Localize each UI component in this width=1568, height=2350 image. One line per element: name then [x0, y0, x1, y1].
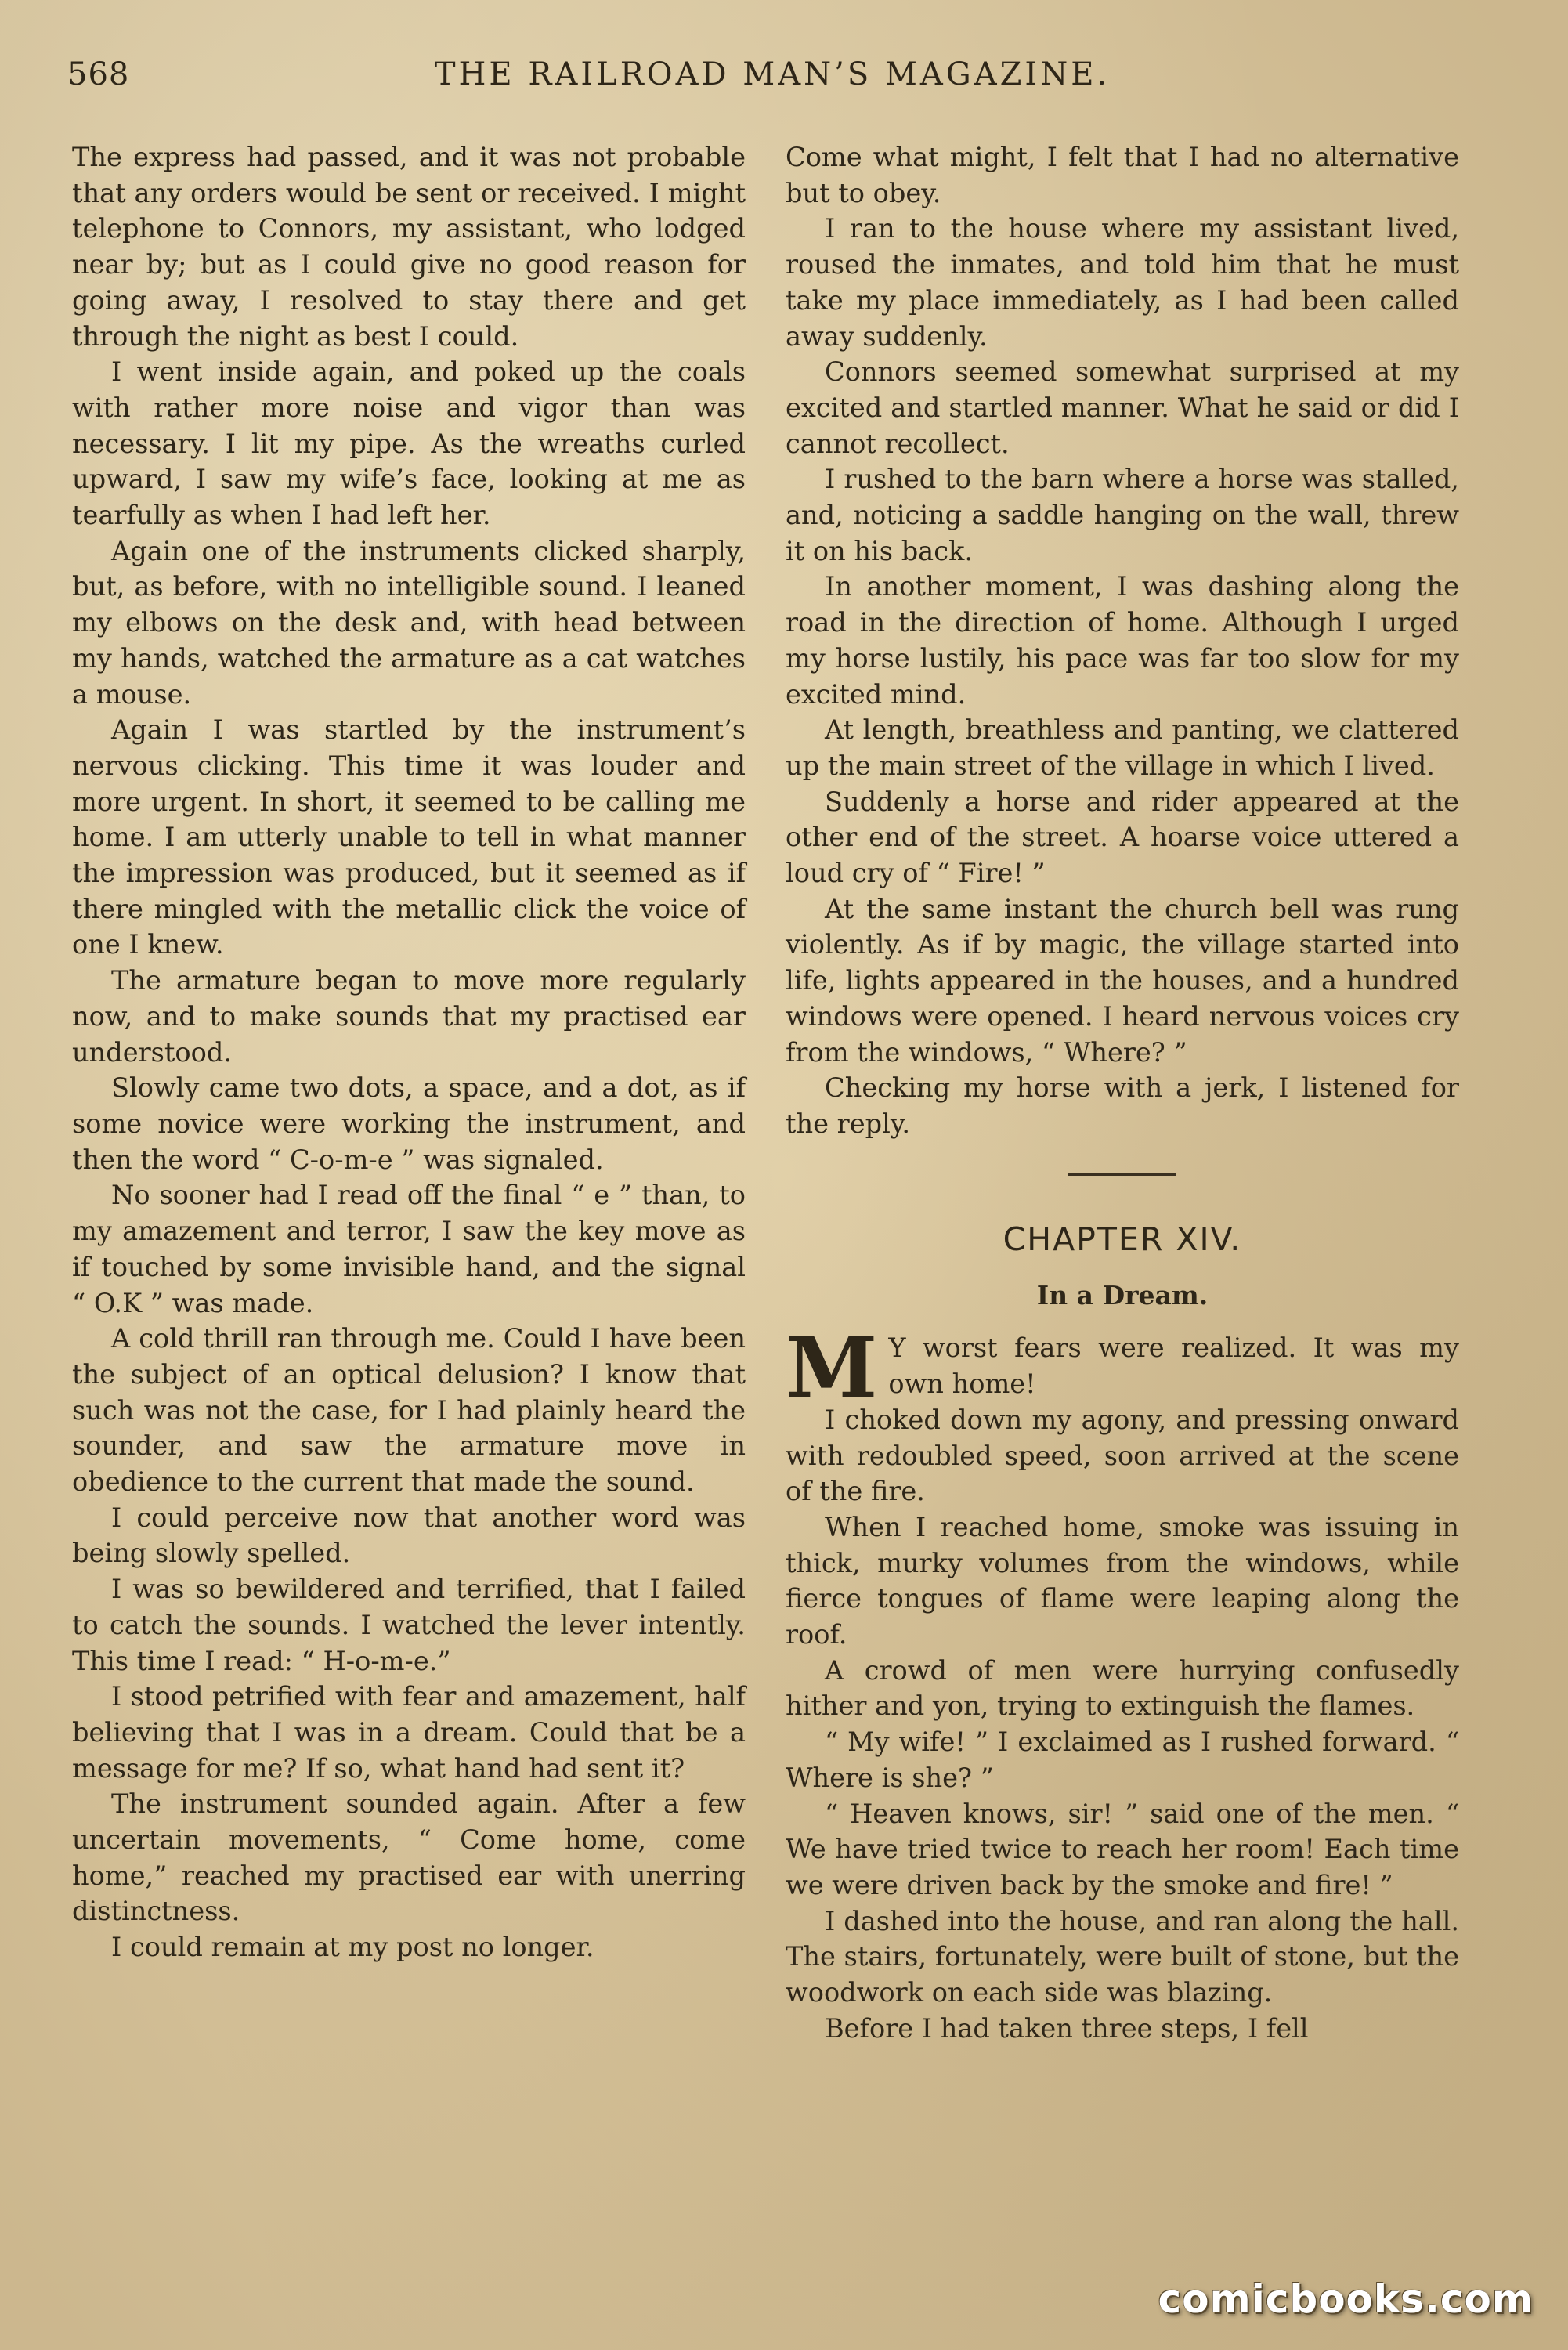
running-title: THE RAILROAD MAN’S MAGAZINE.	[434, 56, 1111, 92]
paragraph: Suddenly a horse and rider appeared at the other end of the street. A hoarse voice uttered a loud cry of “ Fire! ”	[786, 786, 1459, 889]
chapter-opening-paragraph	[786, 1318, 1459, 1417]
left-column	[72, 139, 746, 1965]
paragraph: At length, breathless and panting, we clattered up the main street of the village in which I lived.	[786, 714, 1459, 781]
paragraph: I was so bewildered and terrified, that I failed to catch the sounds. I watched the lever intently. This time I read: “ H-o-m-e.”	[72, 1574, 746, 1676]
section-divider	[1068, 1173, 1176, 1176]
paragraph: I went inside again, and poked up the coals with rather more noise and vigor than was necessary. I lit my pipe. As the wreaths curled upward, I saw my wife’s face, looking at me as tearfully as when I had left her.	[72, 356, 746, 531]
paragraph: At the same instant the church bell was rung violently. As if by magic, the village started into life, lights appeared in the houses, and a hundred windows were opened. I heard nervous voices cry from the windows, “ Where? ”	[786, 893, 1459, 1068]
paragraph: The express had passed, and it was not probable that any orders would be sent or received. I might telephone to Connors, my assistant, who lodged near by; but as I could give no good reason for going away, I resolved to stay there and get through the night as best I could.	[72, 142, 746, 352]
paragraph: No sooner had I read off the final “ e ” than, to my amazement and terror, I saw the key move as if touched by some invisible hand, and the signal “ O.K ” was made.	[72, 1180, 746, 1318]
watermark-logo: comicbooks.com	[1158, 2276, 1534, 2322]
paragraph: The instrument sounded again. After a few uncertain movements, “ Come home, come home,” reached my practised ear with unerring distinctness.	[72, 1788, 746, 1927]
page-header	[67, 45, 1477, 108]
page-number: 568	[67, 56, 130, 92]
paragraph: “ Heaven knows, sir! ” said one of the men. “ We have tried twice to reach her room! Each time we were driven back by the smoke and fire! ”	[786, 1798, 1459, 1900]
chapter-title: CHAPTER XIV.	[1003, 1220, 1242, 1258]
paragraph: In another moment, I was dashing along the road in the direction of home. Although I urged my horse lustily, his pace was far too slow for my excited mind.	[786, 571, 1459, 710]
opening-text: Y worst fears were realized. It was my own home!	[888, 1332, 1459, 1400]
paragraph: Come what might, I felt that I had no alternative but to obey.	[786, 142, 1459, 208]
drop-cap: M	[786, 1318, 878, 1417]
paragraph: Connors seemed somewhat surprised at my excited and startled manner. What he said or did I cannot recollect.	[786, 356, 1459, 459]
paragraph: I rushed to the barn where a horse was stalled, and, noticing a saddle hanging on the wall, threw it on his back.	[786, 464, 1459, 566]
paragraph: I ran to the house where my assistant lived, roused the inmates, and told him that he must take my place immediately, as I had been called away suddenly.	[786, 213, 1459, 352]
paragraph: The armature began to move more regularly now, and to make sounds that my practised ear understood.	[72, 965, 746, 1068]
paragraph: Again one of the instruments clicked sharply, but, as before, with no intelligible sound. I leaned my elbows on the desk and, with head between my hands, watched the armature as a cat watches a mouse.	[72, 535, 746, 710]
paragraph: “ My wife! ” I exclaimed as I rushed forward. “ Where is she? ”	[786, 1726, 1459, 1793]
paragraph: I choked down my agony, and pressing onward with redoubled speed, soon arrived at the scene of the fire.	[786, 1404, 1459, 1507]
paragraph: When I reached home, smoke was issuing in thick, murky volumes from the windows, while fierce tongues of flame were leaping along the roof.	[786, 1511, 1459, 1650]
paragraph: I could remain at my post no longer.	[111, 1932, 594, 1963]
chapter-subtitle: In a Dream.	[1036, 1279, 1209, 1311]
paragraph: I dashed into the house, and ran along the hall. The stairs, fortunately, were built of stone, but the woodwork on each side was blazing.	[786, 1905, 1459, 2008]
paragraph: Checking my horse with a jerk, I listened for the reply.	[786, 1072, 1459, 1139]
paragraph: I could perceive now that another word was being slowly spelled.	[72, 1502, 746, 1569]
paragraph: Again I was startled by the instrument’s nervous clicking. This time it was louder and more urgent. In short, it seemed to be calling me home. I am utterly unable to tell in what manner the impression was produced, but it seemed as if there mingled with the metallic click the voice of one I knew.	[72, 714, 746, 960]
paragraph: A cold thrill ran through me. Could I have been the subject of an optical delusion? I know that such was not the case, for I had plainly heard the sounder, and saw the armature move in obedience to the current that made the sound.	[72, 1323, 746, 1498]
paragraph: Before I had taken three steps, I fell	[825, 2012, 1309, 2044]
paragraph: I stood petrified with fear and amazement, half believing that I was in a dream. Could that be a message for me? If so, what hand had sent it?	[72, 1681, 746, 1784]
paragraph: Slowly came two dots, a space, and a dot, as if some novice were working the instrument, and then the word “ C-o-m-e ” was signaled.	[72, 1072, 746, 1175]
paragraph: A crowd of men were hurrying confusedly hither and yon, trying to extinguish the flames.	[786, 1654, 1459, 1722]
right-column	[786, 139, 1459, 2046]
